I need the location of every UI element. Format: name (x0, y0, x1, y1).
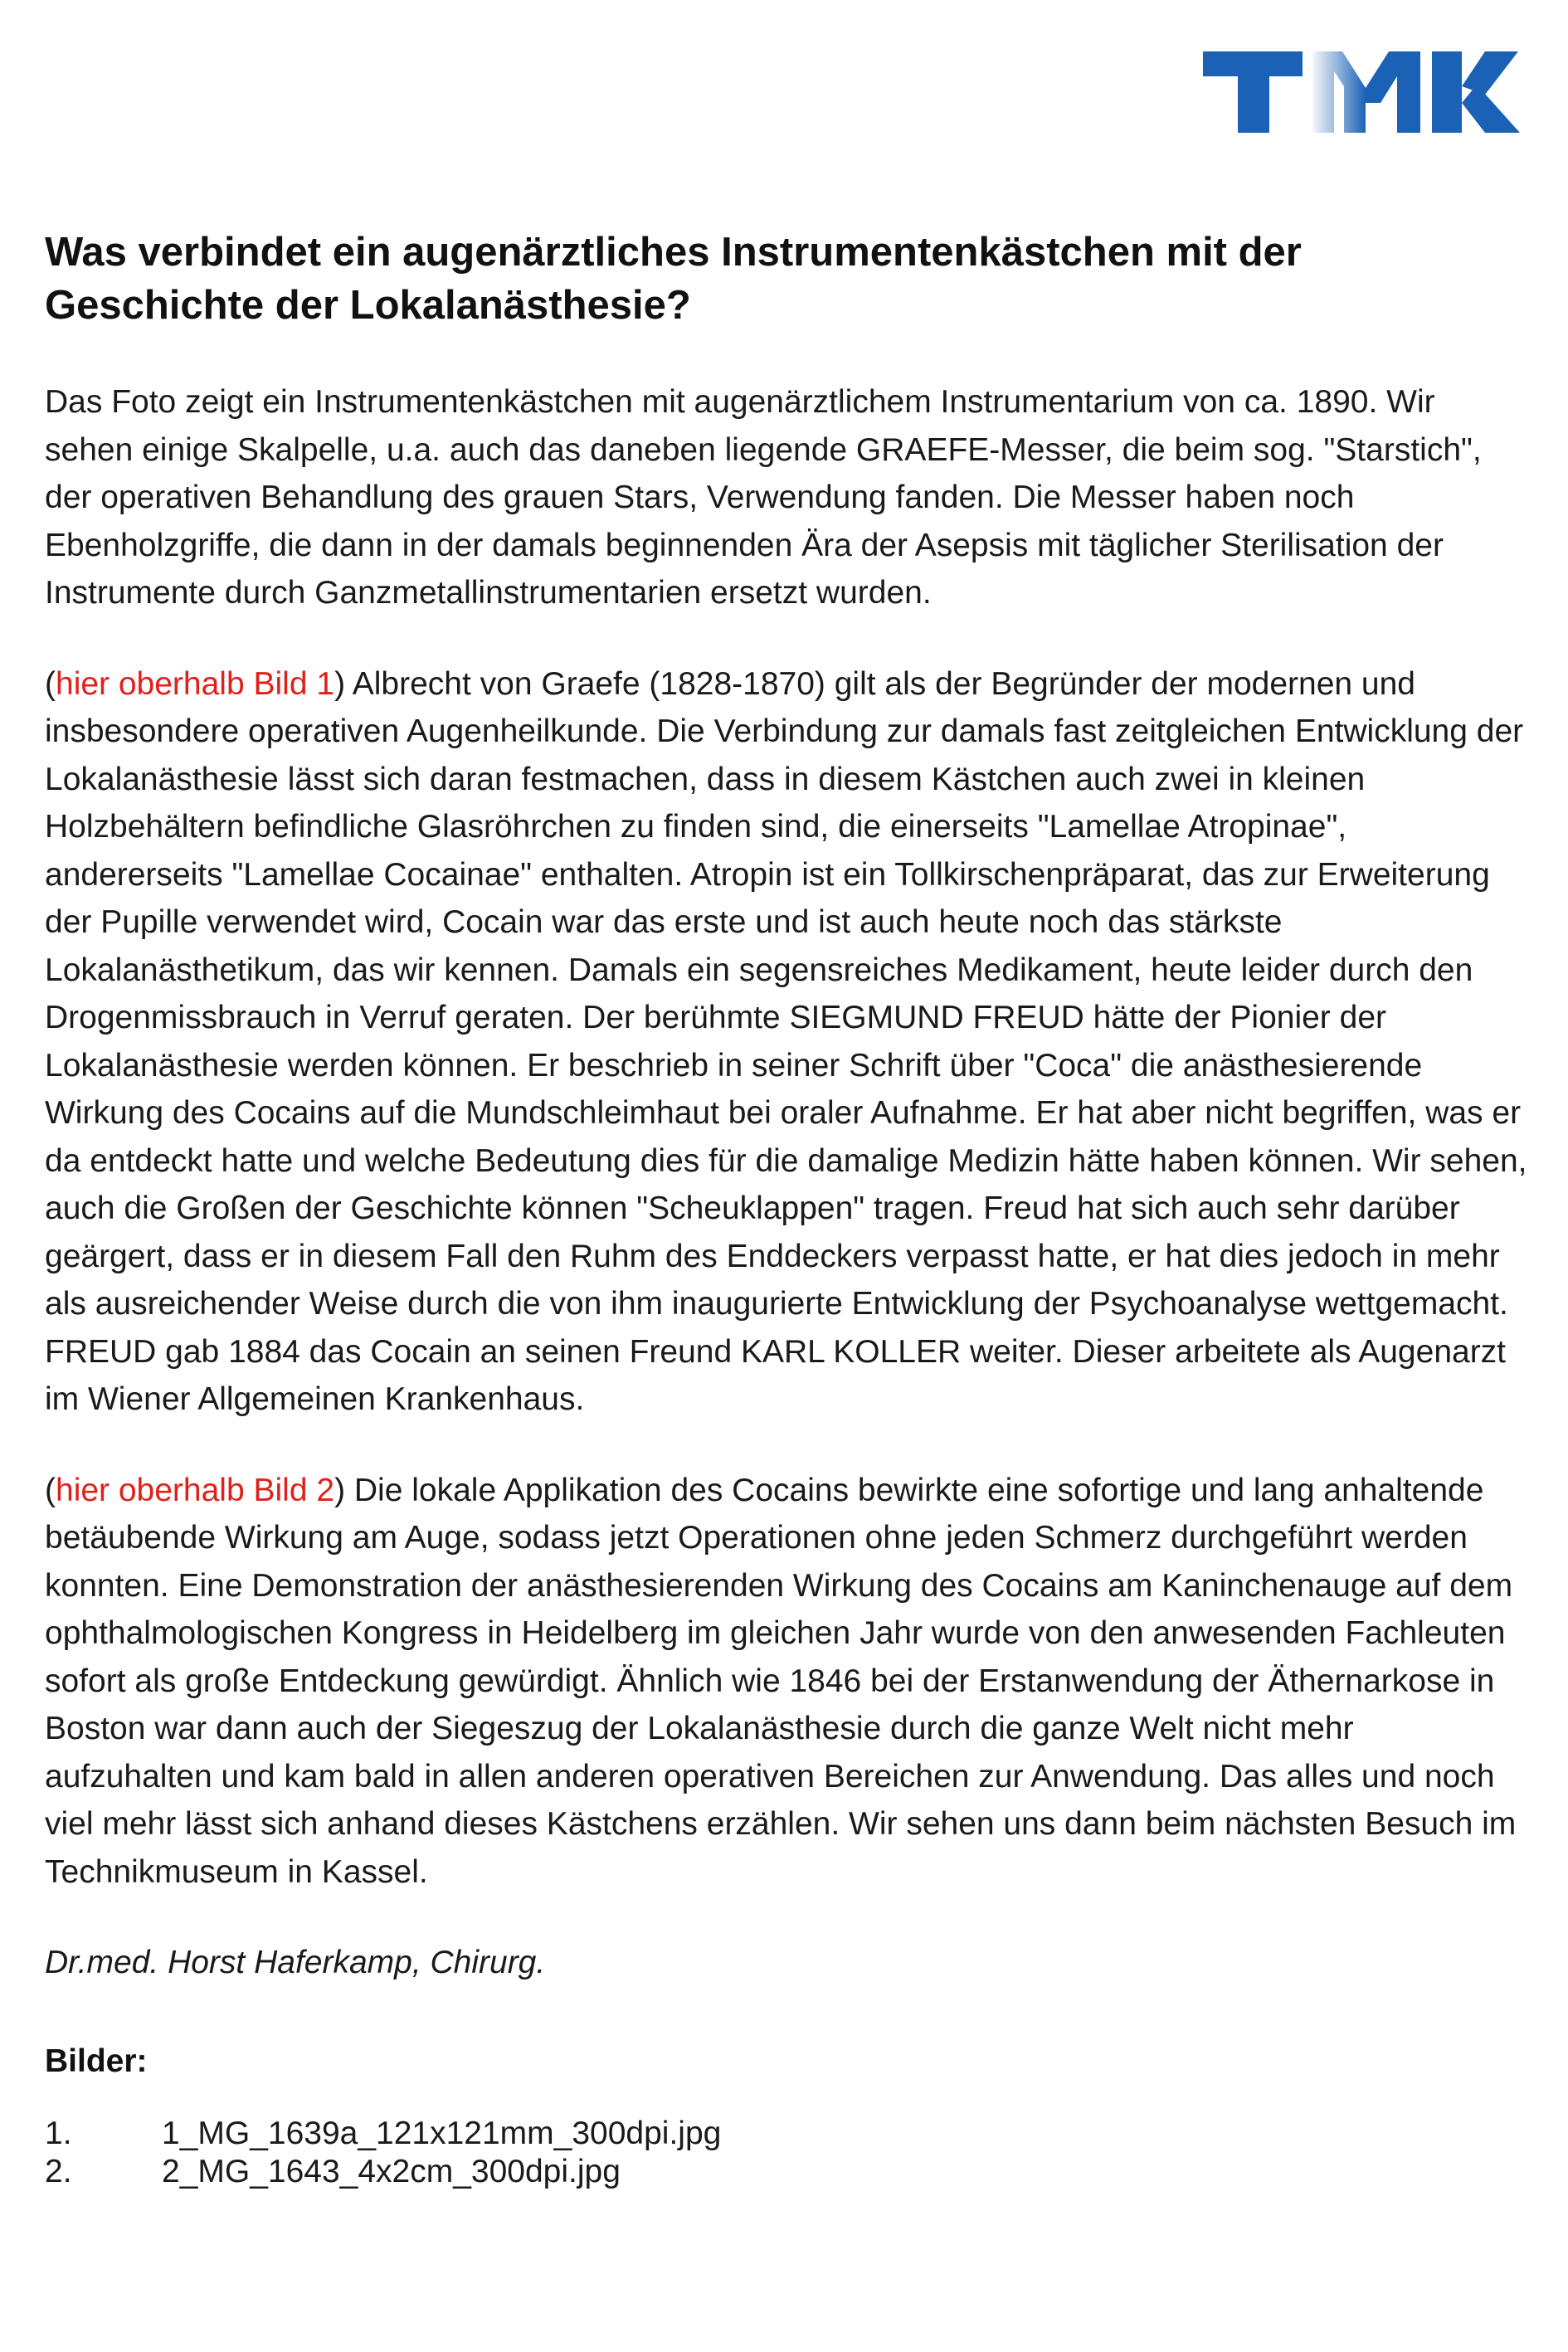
list-item (45, 2153, 1530, 2191)
image-placeholder-1: hier oberhalb Bild 1 (56, 665, 335, 702)
logo-m-right (1366, 51, 1420, 133)
paren-open: ( (45, 665, 56, 702)
image-placeholder-2: hier oberhalb Bild 2 (56, 1472, 335, 1508)
document-body (45, 226, 1530, 2191)
images-list (45, 2115, 1530, 2191)
paragraph-graefe-text: ) Albrecht von Graefe (1828-1870) gilt als der Begründer der modernen und insbesondere operativen Augenheilkunde. Die Verbindung zur damals fast zeitgleichen Entwicklung der Lokalanästhesie lässt sich daran festmachen, dass in diesem Kästchen auch zwei in kleinen Holzbehältern befindliche Glasröhrchen zu finden sind, die einerseits "Lamellae Atropinae", andererseits "Lamellae Cocainae" enthalten. Atropin ist ein Tollkirschenpräparat, das zur Erweiterung der Pupille verwendet wird, Cocain war das erste und ist auch heute noch das stärkste Lokalanästhetikum, das wir kennen. Damals ein segensreiches Medikament, heute leider durch den Drogenmissbrauch in Verruf geraten. Der berühmte SIEGMUND FREUD hätte der Pionier der Lokalanästhesie werden können. Er beschrieb in seiner Schrift über "Coca" die anästhesierende Wirkung des Cocains auf die Mundschleimhaut bei oraler Aufnahme. Er hat aber nicht begriffen, was er da entdeckt hatte und welche Bedeutung dies für die damalige Medizin hätte haben können. Wir sehen, auch die Großen der Geschichte können "Scheuklappen" tragen. Freud hat sich auch sehr darüber geärgert, dass er in diesem Fall den Ruhm des Enddeckers verpasst hatte, er hat dies jedoch in mehr als ausreichender Weise durch die von ihm inaugurierte Entwicklung der Psychoanalyse wettgemacht. FREUD gab 1884 das Cocain an seinen Freund KARL KOLLER weiter. Dieser arbeitete als Augenarzt im Wiener Allgemeinen Krankenhaus. (45, 665, 1527, 1417)
paren-open: ( (45, 1472, 56, 1508)
list-item-filename: 1_MG_1639a_121x121mm_300dpi.jpg (162, 2116, 722, 2151)
logo-m-left (1312, 51, 1366, 133)
paragraph-intro: Das Foto zeigt ein Instrumentenkästchen mit augenärztlichem Instrumentarium von ca. 1890. Wir sehen einige Skalpelle, u.a. auch das daneben liegende GRAEFE-Messer, die beim sog. "Starstich", der operativen Behandlung des grauen Stars, Verwendung fanden. Die Messer haben noch Ebenholzgriffe, die dann in der damals beginnenden Ära der Asepsis mit täglicher Sterilisation der Instrumente durch Ganzmetallinstrumentarien ersetzt wurden. (45, 384, 1482, 611)
list-item-filename: 2_MG_1643_4x2cm_300dpi.jpg (162, 2154, 621, 2189)
list-item (45, 2115, 1530, 2153)
logo-t-stem (1238, 51, 1269, 133)
logo-k-arm-upper (1462, 51, 1518, 95)
paragraph-cocain (45, 1467, 1530, 1897)
images-heading: Bilder: (45, 2043, 148, 2079)
document-title: Was verbindet ein augenärztliches Instrumentenkästchen mit der Geschichte der Lokalanästhesie? (45, 230, 1302, 328)
tmk-logo (1203, 51, 1520, 133)
paragraph-cocain-text: ) Die lokale Applikation des Cocains bewirkte eine sofortige und lang anhaltende betäubende Wirkung am Auge, sodass jetzt Operationen ohne jeden Schmerz durchgeführt werden konnten. Eine Demonstration der anästhesierenden Wirkung des Cocains am Kaninchenauge auf dem ophthalmologischen Kongress in Heidelberg im gleichen Jahr wurde von den anwesenden Fachleuten sofort als große Entdeckung gewürdigt. Ähnlich wie 1846 bei der Erstanwendung der Äthernarkose in Boston war dann auch der Siegeszug der Lokalanästhesie durch die ganze Welt nicht mehr aufzuhalten und kam bald in allen anderen operativen Bereichen zur Anwendung. Das alles und noch viel mehr lässt sich anhand dieses Kästchens erzählen. Wir sehen uns dann beim nächsten Besuch im Technikmuseum in Kassel. (45, 1472, 1517, 1890)
list-item-number: 2. (45, 2154, 72, 2189)
logo-k-stem (1432, 51, 1462, 133)
author-signature: Dr.med. Horst Haferkamp, Chirurg. (45, 1945, 546, 1980)
list-item-number: 1. (45, 2116, 72, 2151)
paragraph-graefe (45, 660, 1530, 1424)
logo-k-arm-lower (1462, 85, 1520, 133)
